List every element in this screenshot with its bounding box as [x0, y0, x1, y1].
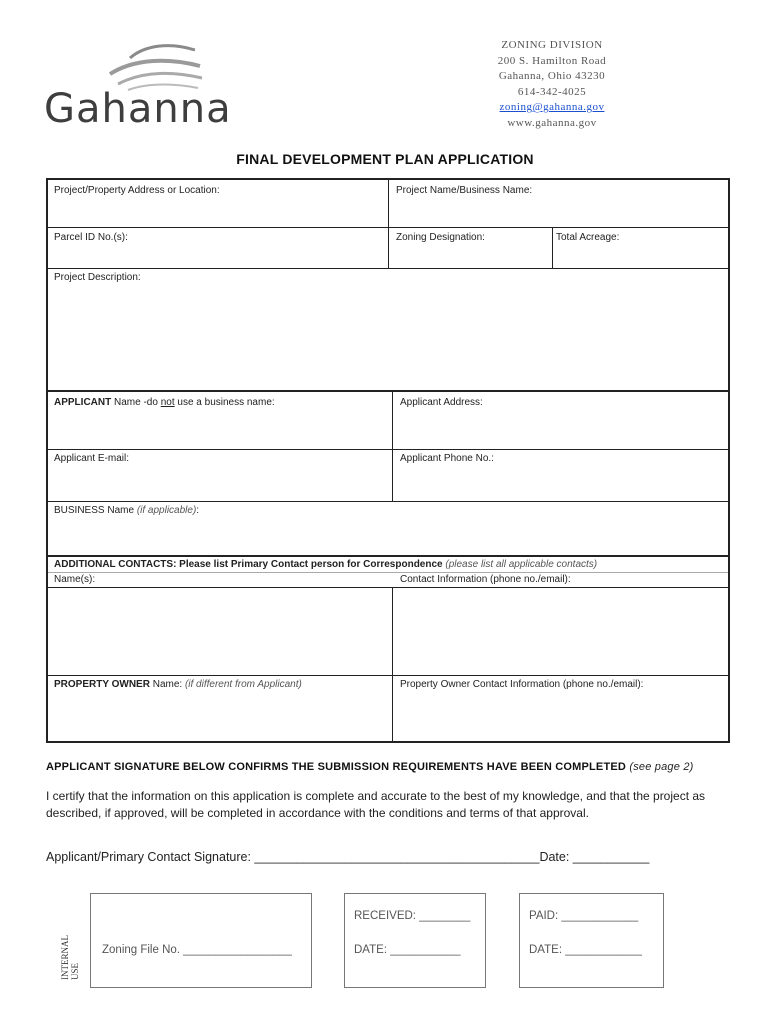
signature-confirmation: APPLICANT SIGNATURE BELOW CONFIRMS THE SUBMISSION REQUIREMENTS HAVE BEEN COMPLETED (see page 2) [46, 761, 694, 773]
zoning-file-label: Zoning File No. _________________ [102, 944, 292, 956]
applicant-email-label: Applicant E-mail: [54, 453, 130, 464]
business-name-label: BUSINESS Name (if applicable): [54, 505, 200, 516]
paid-date-label: DATE: ____________ [529, 944, 642, 956]
certification-statement: I certify that the information on this application is complete and accurate to the best of my knowledge, and that the project as described, if approved, will be completed in accordance with the conditions and terms of that approval. [46, 789, 706, 820]
received-date-label: DATE: ___________ [354, 944, 461, 956]
website: www.gahanna.gov [507, 116, 597, 129]
phone-number: 614-342-4025 [517, 85, 587, 98]
logo-text: Gahanna [44, 86, 232, 132]
street-address: 200 S. Hamilton Road [497, 54, 607, 67]
property-owner-label: PROPERTY OWNER Name: (if different from Applicant) [54, 679, 302, 690]
application-form [46, 178, 730, 743]
additional-contacts-label: ADDITIONAL CONTACTS: Please list Primary Contact person for Correspondence (please list all applicable contacts) [54, 559, 598, 570]
division-address [452, 38, 652, 131]
internal-use-label: INTERNAL USE [60, 935, 80, 980]
received-box [344, 893, 486, 988]
parcel-id-label: Parcel ID No.(s): [54, 232, 128, 243]
zoning-file-box [90, 893, 312, 988]
received-label: RECEIVED: ________ [354, 910, 471, 922]
names-label: Name(s): [54, 574, 96, 585]
zoning-designation-label: Zoning Designation: [396, 232, 485, 243]
city-state-zip: Gahanna, Ohio 43230 [498, 70, 606, 82]
applicant-phone-label: Applicant Phone No.: [400, 453, 494, 464]
paid-box [519, 893, 664, 988]
email-link[interactable]: zoning@gahanna.gov [499, 101, 605, 113]
project-description-label: Project Description: [54, 272, 141, 283]
project-address-label: Project/Property Address or Location: [54, 185, 220, 196]
owner-contact-label: Property Owner Contact Information (phone no./email): [400, 679, 644, 690]
applicant-name-label: APPLICANT Name -do not use a business name: [54, 397, 275, 408]
contact-info-label: Contact Information (phone no./email): [400, 574, 571, 585]
project-name-label: Project Name/Business Name: [396, 185, 533, 196]
total-acreage-label: Total Acreage: [556, 232, 620, 243]
division-name: ZONING DIVISION [501, 39, 603, 51]
signature-date-line[interactable]: Applicant/Primary Contact Signature: _________________________________________Date: ___________ [46, 850, 650, 864]
applicant-address-label: Applicant Address: [400, 397, 483, 408]
page-title: FINAL DEVELOPMENT PLAN APPLICATION [236, 151, 534, 167]
paid-label: PAID: ____________ [529, 910, 639, 922]
